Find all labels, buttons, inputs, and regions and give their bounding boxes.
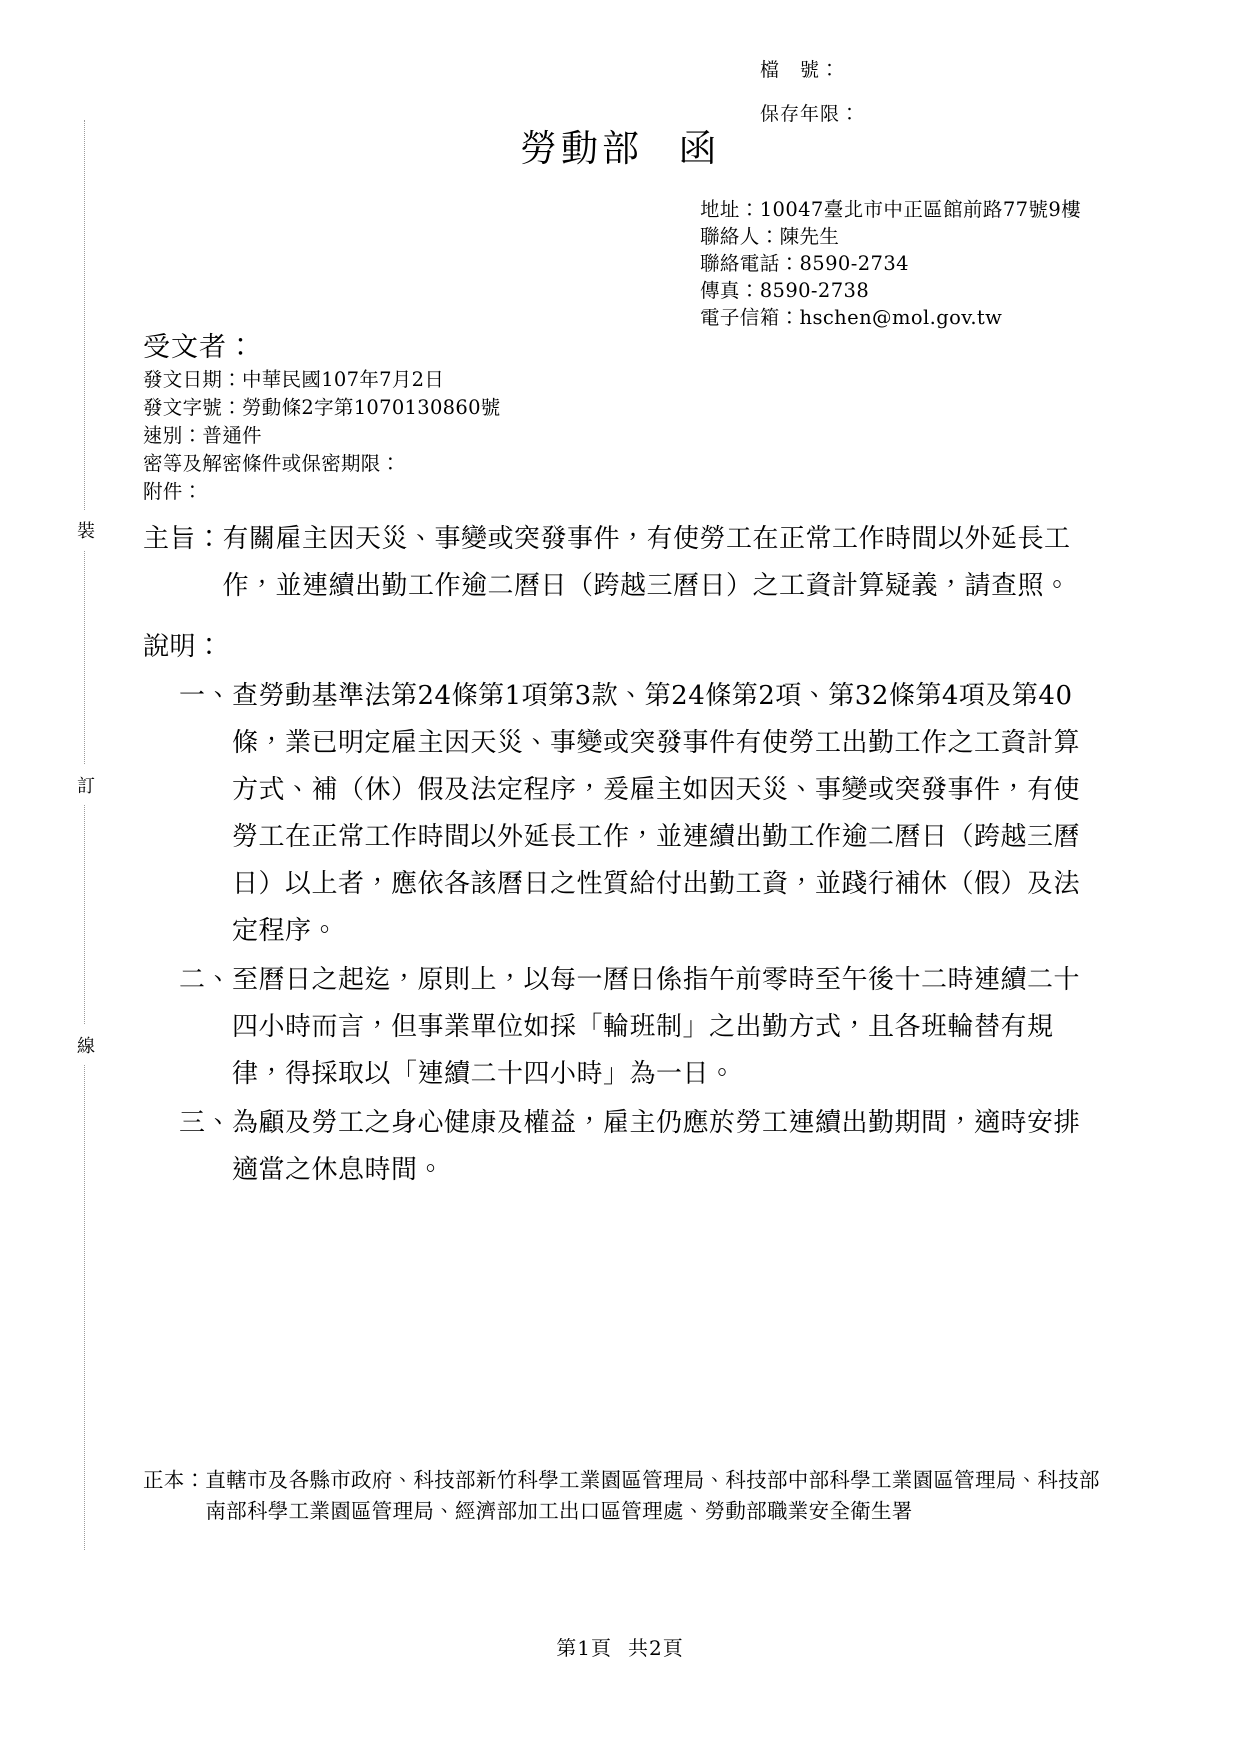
subject-label: 主旨：: [143, 524, 223, 554]
meta-classification: 密等及解密條件或保密期限：: [143, 452, 401, 475]
archive-file-number: 檔 號：: [760, 59, 841, 81]
distribution-block: [143, 1465, 1103, 1527]
explanation-item: [179, 957, 1093, 1098]
issuing-organization: 勞動部: [520, 127, 643, 170]
item-number: 一、: [179, 681, 233, 711]
document-body: [143, 516, 1093, 1194]
item-number: 三、: [179, 1108, 233, 1138]
distribution-label: 正本：: [143, 1468, 206, 1492]
contact-info: [700, 196, 1081, 331]
contact-phone: 聯絡電話：8590-2734: [700, 252, 909, 275]
item-text: 至曆日之起迄，原則上，以每一曆日係指午前零時至午後十二時連續二十四小時而言，但事業單位如採「輪班制」之出勤方式，且各班輪替有規律，得採取以「連續二十四小時」為一日。: [232, 965, 1081, 1089]
explanation-item: [179, 673, 1093, 955]
binding-mark-xian: 線: [74, 1025, 98, 1065]
explanation-item: [179, 1100, 1093, 1194]
meta-attachment: 附件：: [143, 480, 203, 503]
page-footer: [0, 1632, 1240, 1661]
subject-block: [143, 516, 1093, 610]
binding-marks: [70, 120, 100, 1550]
binding-dotted-line: [84, 120, 85, 1550]
binding-mark-ding: 訂: [74, 765, 98, 805]
contact-fax: 傳真：8590-2738: [700, 279, 870, 302]
subject-text: 有關雇主因天災、事變或突發事件，有使勞工在正常工作時間以外延長工作，並連續出勤工作逾二曆日（跨越三曆日）之工資計算疑義，請查照。: [222, 524, 1071, 601]
archive-retention-period: 保存年限：: [760, 103, 861, 125]
meta-issue-date: 發文日期：中華民國107年7月2日: [143, 368, 445, 391]
contact-person: 聯絡人：陳先生: [700, 225, 840, 248]
page-title: [0, 118, 1240, 172]
item-number: 二、: [179, 965, 233, 995]
item-text: 為顧及勞工之身心健康及權益，雇主仍應於勞工連續出勤期間，適時安排適當之休息時間。: [232, 1108, 1081, 1185]
recipient-label: 受文者：: [143, 332, 255, 363]
footer-current-page: 第1頁: [556, 1636, 612, 1660]
explanation-label: 說明：: [143, 632, 223, 662]
document-type: 函: [679, 127, 720, 170]
meta-doc-number: 發文字號：勞動條2字第1070130860號: [143, 396, 501, 419]
binding-mark-zhuang: 裝: [74, 510, 98, 550]
document-meta: [143, 366, 501, 506]
contact-address: 地址：10047臺北市中正區館前路77號9樓: [700, 198, 1082, 221]
meta-speed: 速別：普通件: [143, 424, 262, 447]
footer-total-pages: 共2頁: [628, 1636, 684, 1660]
explanation-heading: [143, 624, 1093, 671]
contact-email: 電子信箱：hschen@mol.gov.tw: [700, 306, 1003, 329]
distribution-text: 直轄市及各縣市政府、科技部新竹科學工業園區管理局、科技部中部科學工業園區管理局、科技部南部科學工業園區管理局、經濟部加工出口區管理處、勞動部職業安全衛生署: [205, 1468, 1100, 1523]
item-text: 查勞動基準法第24條第1項第3款、第24條第2項、第32條第4項及第40條，業已明定雇主因天災、事變或突發事件有使勞工出勤工作之工資計算方式、補（休）假及法定程序，爰雇主如因天災、事變或突發事件，有使勞工在正常工作時間以外延長工作，並連續出勤工作逾二曆日（跨越三曆日）以上者，應依各該曆日之性質給付出勤工資，並踐行補休（假）及法定程序。: [232, 681, 1081, 946]
